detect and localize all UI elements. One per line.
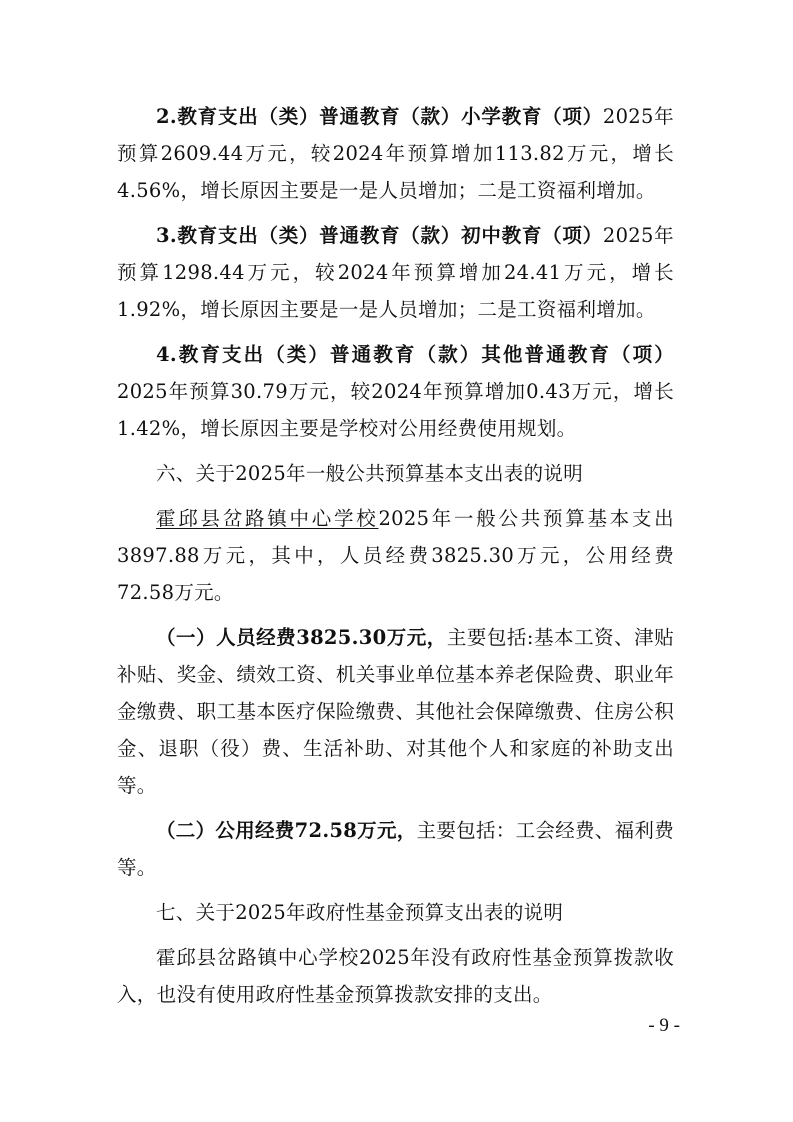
paragraph-text: 主要包括:基本工资、津贴补贴、奖金、绩效工资、机关事业单位基本养老保险费、职业年金缴费、职工基本医疗保险缴费、其他社会保障缴费、住房公积金、退职（役）费、生活补助、对其他个人和家庭的补助支出等。: [117, 626, 674, 797]
paragraph-lead: 2.教育支出（类）普通教育（款）小学教育（项）: [156, 105, 603, 128]
page-number: - 9 -: [648, 1015, 680, 1036]
paragraph-text: 主要包括：工会经费、福利费等。: [117, 819, 674, 879]
paragraph-lead: 3.教育支出（类）普通教育（款）初中教育（项）: [156, 224, 603, 247]
paragraph-text: 2025年预算2609.44万元，较2024年预算增加113.82万元，增长4.56%，增长原因主要是一是人员增加；二是工资福利增加。: [117, 105, 674, 202]
unit-name: 霍邱县岔路镇中心学校: [156, 507, 379, 530]
paragraph-junior-education: [117, 217, 674, 328]
paragraph-text: 2025年预算1298.44万元，较2024年预算增加24.41万元，增长1.92%，增长原因主要是一是人员增加；二是工资福利增加。: [117, 224, 674, 321]
paragraph-lead: （二）公用经费72.58万元，: [156, 819, 417, 842]
paragraph-lead: 4.教育支出（类）普通教育（款）其他普通教育（项）: [156, 343, 674, 366]
paragraph-government-fund: 霍邱县岔路镇中心学校2025年没有政府性基金预算拨款收入，也没有使用政府性基金预算拨款安排的支出。: [117, 946, 674, 1006]
paragraph-personnel-funds: [117, 619, 674, 804]
section-heading-basic-expenditure: 六、关于2025年一般公共预算基本支出表的说明: [156, 462, 584, 485]
paragraph-lead: （一）人员经费3825.30万元，: [156, 626, 447, 649]
paragraph-public-funds: [117, 812, 674, 886]
paragraph-text: 2025年一般公共预算基本支出3897.88万元，其中，人员经费3825.30万元，公用经费72.58万元。: [117, 507, 674, 604]
paragraph-primary-education: [117, 98, 674, 209]
paragraph-text: 2025年预算30.79万元，较2024年预算增加0.43万元，增长1.42%，增长原因主要是学校对公用经费使用规划。: [117, 380, 674, 440]
paragraph-other-education: [117, 336, 674, 447]
document-body: [117, 98, 674, 1021]
section-heading-government-fund: 七、关于2025年政府性基金预算支出表的说明: [156, 901, 564, 924]
paragraph-basic-expenditure-intro: [117, 500, 674, 611]
